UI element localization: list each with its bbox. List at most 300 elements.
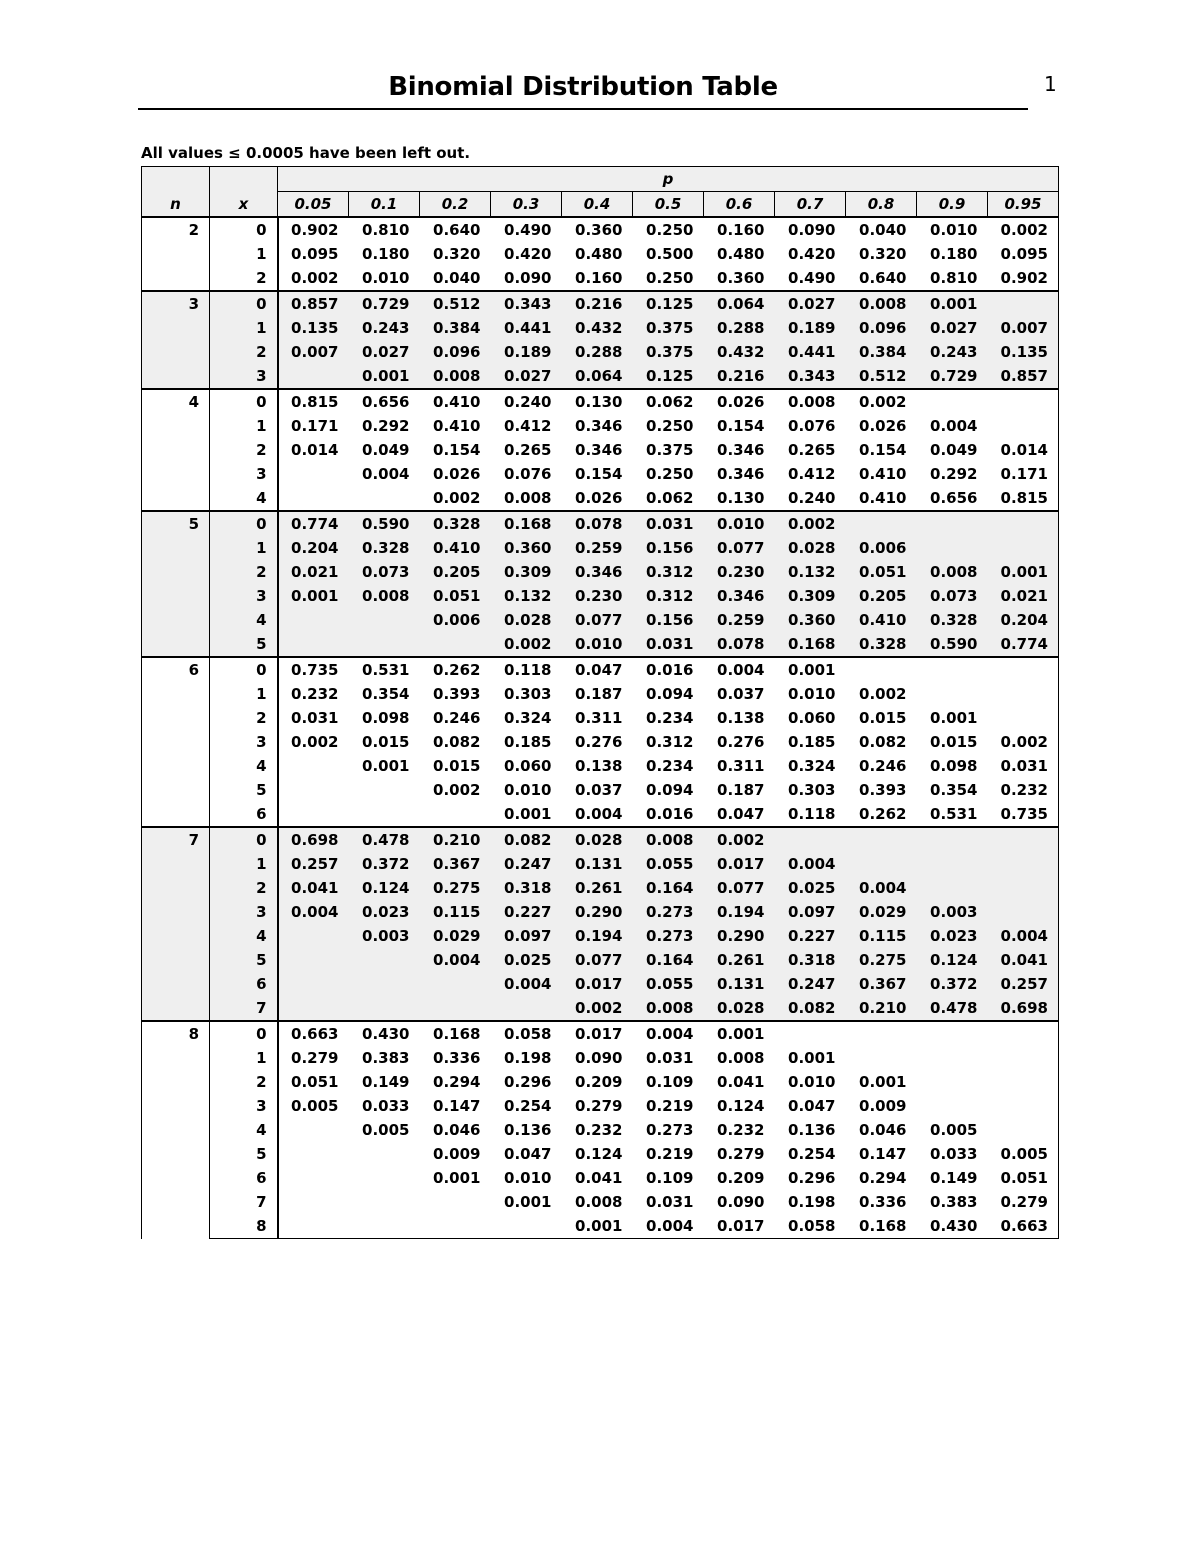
probability-cell: 0.073 bbox=[349, 560, 420, 584]
probability-cell: 0.001 bbox=[775, 657, 846, 682]
probability-cell: 0.656 bbox=[930, 489, 978, 507]
probability-cell: 0.168 bbox=[775, 632, 846, 657]
probability-cell: 0.156 bbox=[633, 608, 704, 632]
probability-cell: 0.375 bbox=[646, 441, 694, 459]
table-row bbox=[142, 827, 1059, 852]
probability-cell: 0.815 bbox=[988, 486, 1059, 511]
probability-cell: 0.259 bbox=[562, 536, 633, 560]
table-row bbox=[142, 266, 1059, 291]
probability-cell: 0.420 bbox=[788, 245, 836, 263]
probability-cell: 0.004 bbox=[633, 1021, 704, 1046]
probability-cell: 0.372 bbox=[349, 852, 420, 876]
probability-cell: 0.312 bbox=[633, 560, 704, 584]
probability-cell: 0.040 bbox=[846, 217, 917, 242]
probability-cell: 0.254 bbox=[788, 1145, 836, 1163]
probability-cell: 0.246 bbox=[859, 757, 907, 775]
probability-cell: 0.094 bbox=[646, 685, 694, 703]
table-row bbox=[142, 1094, 1059, 1118]
probability-cell: 0.309 bbox=[775, 584, 846, 608]
probability-cell: 0.490 bbox=[788, 269, 836, 287]
probability-cell: 0.027 bbox=[917, 316, 988, 340]
x-value: 2 bbox=[210, 560, 278, 584]
probability-cell: 0.058 bbox=[491, 1021, 562, 1046]
probability-cell: 0.017 bbox=[704, 852, 775, 876]
probability-cell bbox=[278, 1142, 349, 1166]
probability-cell: 0.090 bbox=[775, 217, 846, 242]
probability-cell: 0.232 bbox=[717, 1121, 765, 1139]
probability-cell: 0.001 bbox=[704, 1021, 775, 1046]
probability-cell: 0.073 bbox=[917, 584, 988, 608]
x-header: x bbox=[210, 192, 278, 218]
table-row bbox=[142, 1070, 1059, 1094]
probability-cell: 0.004 bbox=[633, 1214, 704, 1239]
probability-cell: 0.372 bbox=[917, 972, 988, 996]
probability-cell: 0.031 bbox=[291, 709, 339, 727]
probability-cell: 0.171 bbox=[988, 462, 1059, 486]
table-row bbox=[142, 632, 1059, 657]
probability-cell: 0.010 bbox=[562, 632, 633, 657]
probability-cell: 0.346 bbox=[575, 417, 623, 435]
probability-cell: 0.311 bbox=[717, 757, 765, 775]
probability-cell bbox=[491, 1214, 562, 1239]
probability-cell: 0.230 bbox=[704, 560, 775, 584]
probability-cell: 0.247 bbox=[491, 852, 562, 876]
probability-cell: 0.590 bbox=[349, 511, 420, 536]
probability-cell: 0.810 bbox=[349, 217, 420, 242]
probability-cell: 0.243 bbox=[349, 316, 420, 340]
table-row bbox=[142, 706, 1059, 730]
probability-cell: 0.025 bbox=[775, 876, 846, 900]
probability-cell: 0.015 bbox=[433, 757, 481, 775]
probability-cell: 0.002 bbox=[846, 389, 917, 414]
probability-cell: 0.185 bbox=[788, 733, 836, 751]
probability-cell: 0.055 bbox=[633, 852, 704, 876]
probability-cell: 0.180 bbox=[362, 245, 410, 263]
probability-cell: 0.312 bbox=[646, 733, 694, 751]
probability-cell: 0.346 bbox=[562, 560, 633, 584]
n-value: 6 bbox=[142, 657, 210, 827]
probability-cell: 0.002 bbox=[988, 730, 1059, 754]
probability-cell bbox=[775, 1021, 846, 1046]
n-group bbox=[142, 657, 1059, 827]
table-row bbox=[142, 996, 1059, 1021]
probability-cell: 0.216 bbox=[704, 364, 775, 389]
probability-cell bbox=[988, 1021, 1059, 1046]
probability-cell: 0.430 bbox=[917, 1214, 988, 1239]
probability-cell: 0.410 bbox=[859, 489, 907, 507]
n-group bbox=[142, 511, 1059, 657]
probability-cell: 0.004 bbox=[930, 417, 978, 435]
probability-cell bbox=[278, 778, 349, 802]
table-row bbox=[142, 511, 1059, 536]
probability-cell: 0.154 bbox=[433, 441, 481, 459]
probability-cell: 0.276 bbox=[575, 733, 623, 751]
n-header-spacer bbox=[142, 167, 210, 192]
probability-cell: 0.180 bbox=[930, 245, 978, 263]
probability-cell: 0.209 bbox=[717, 1169, 765, 1187]
x-value: 5 bbox=[210, 1142, 278, 1166]
x-value: 1 bbox=[210, 852, 278, 876]
probability-cell: 0.008 bbox=[420, 364, 491, 389]
probability-cell: 0.124 bbox=[575, 1145, 623, 1163]
probability-cell: 0.118 bbox=[788, 805, 836, 823]
probability-cell: 0.393 bbox=[433, 685, 481, 703]
table-row bbox=[142, 438, 1059, 462]
probability-cell: 0.004 bbox=[704, 657, 775, 682]
probability-cell: 0.902 bbox=[278, 217, 349, 242]
probability-cell: 0.060 bbox=[788, 709, 836, 727]
n-header: n bbox=[142, 192, 210, 218]
p-value-header: 0.95 bbox=[988, 192, 1059, 218]
probability-cell: 0.097 bbox=[775, 900, 846, 924]
probability-cell: 0.037 bbox=[575, 781, 623, 799]
probability-cell: 0.076 bbox=[504, 465, 552, 483]
x-value: 1 bbox=[210, 242, 278, 266]
probability-cell: 0.001 bbox=[988, 560, 1059, 584]
probability-cell bbox=[278, 996, 349, 1021]
probability-cell bbox=[349, 608, 420, 632]
probability-cell: 0.001 bbox=[278, 584, 349, 608]
probability-cell: 0.204 bbox=[278, 536, 349, 560]
probability-cell bbox=[349, 486, 420, 511]
probability-cell: 0.008 bbox=[633, 827, 704, 852]
page-title: Binomial Distribution Table bbox=[388, 72, 778, 102]
probability-cell: 0.002 bbox=[491, 632, 562, 657]
probability-cell: 0.049 bbox=[362, 441, 410, 459]
x-value: 2 bbox=[210, 706, 278, 730]
probability-cell bbox=[349, 632, 420, 657]
probability-cell: 0.017 bbox=[562, 972, 633, 996]
x-value: 2 bbox=[210, 1070, 278, 1094]
probability-cell: 0.033 bbox=[930, 1145, 978, 1163]
probability-cell: 0.082 bbox=[491, 827, 562, 852]
probability-cell: 0.001 bbox=[917, 291, 988, 316]
probability-cell: 0.171 bbox=[291, 417, 339, 435]
n-group bbox=[142, 217, 1059, 291]
probability-cell: 0.410 bbox=[846, 608, 917, 632]
table-row bbox=[142, 802, 1059, 827]
table-note: All values ≤ 0.0005 have been left out. bbox=[141, 144, 471, 162]
probability-cell: 0.324 bbox=[788, 757, 836, 775]
page-number: 1 bbox=[1044, 72, 1057, 96]
probability-cell: 0.125 bbox=[633, 291, 704, 316]
probability-cell: 0.360 bbox=[775, 608, 846, 632]
n-value: 3 bbox=[142, 291, 210, 389]
table-row bbox=[142, 462, 1059, 486]
p-value-header: 0.9 bbox=[917, 192, 988, 218]
p-value-header: 0.1 bbox=[349, 192, 420, 218]
probability-cell: 0.031 bbox=[646, 1193, 694, 1211]
table-row bbox=[142, 584, 1059, 608]
x-header-spacer bbox=[210, 167, 278, 192]
probability-cell: 0.002 bbox=[988, 217, 1059, 242]
probability-cell: 0.663 bbox=[988, 1214, 1059, 1239]
probability-cell: 0.005 bbox=[291, 1097, 339, 1115]
probability-cell bbox=[988, 1094, 1059, 1118]
probability-cell: 0.025 bbox=[491, 948, 562, 972]
probability-cell bbox=[278, 632, 349, 657]
probability-cell: 0.015 bbox=[930, 733, 978, 751]
probability-cell: 0.095 bbox=[988, 242, 1059, 266]
table-row bbox=[142, 291, 1059, 316]
probability-cell: 0.047 bbox=[504, 1145, 552, 1163]
probability-cell: 0.168 bbox=[491, 511, 562, 536]
probability-cell: 0.441 bbox=[491, 316, 562, 340]
probability-cell bbox=[278, 802, 349, 827]
probability-cell bbox=[988, 1046, 1059, 1070]
x-value: 5 bbox=[210, 948, 278, 972]
probability-cell: 0.210 bbox=[420, 827, 491, 852]
probability-cell: 0.320 bbox=[859, 245, 907, 263]
probability-cell: 0.275 bbox=[846, 948, 917, 972]
probability-cell: 0.187 bbox=[717, 781, 765, 799]
probability-cell bbox=[349, 1214, 420, 1239]
probability-cell: 0.729 bbox=[349, 291, 420, 316]
probability-cell: 0.346 bbox=[575, 441, 623, 459]
probability-cell: 0.002 bbox=[433, 489, 481, 507]
probability-cell: 0.004 bbox=[775, 852, 846, 876]
probability-cell: 0.077 bbox=[704, 536, 775, 560]
probability-cell: 0.090 bbox=[575, 1049, 623, 1067]
x-value: 6 bbox=[210, 1166, 278, 1190]
table-row bbox=[142, 486, 1059, 511]
probability-cell: 0.288 bbox=[704, 316, 775, 340]
probability-cell bbox=[278, 1166, 349, 1190]
probability-cell: 0.410 bbox=[433, 417, 481, 435]
probability-cell: 0.031 bbox=[633, 632, 704, 657]
probability-cell: 0.441 bbox=[775, 340, 846, 364]
probability-cell: 0.257 bbox=[278, 852, 349, 876]
probability-cell: 0.095 bbox=[291, 245, 339, 263]
probability-cell: 0.288 bbox=[562, 340, 633, 364]
probability-cell: 0.078 bbox=[562, 511, 633, 536]
probability-cell: 0.026 bbox=[859, 417, 907, 435]
probability-cell: 0.729 bbox=[917, 364, 988, 389]
probability-cell: 0.051 bbox=[846, 560, 917, 584]
probability-cell: 0.008 bbox=[575, 1193, 623, 1211]
probability-cell bbox=[846, 511, 917, 536]
p-value-header: 0.05 bbox=[278, 192, 349, 218]
probability-cell: 0.346 bbox=[717, 465, 765, 483]
probability-cell: 0.303 bbox=[788, 781, 836, 799]
x-value: 2 bbox=[210, 438, 278, 462]
probability-cell: 0.279 bbox=[717, 1145, 765, 1163]
probability-cell: 0.077 bbox=[704, 876, 775, 900]
probability-cell: 0.058 bbox=[775, 1214, 846, 1239]
probability-cell: 0.149 bbox=[930, 1169, 978, 1187]
probability-cell: 0.328 bbox=[917, 608, 988, 632]
probability-cell: 0.076 bbox=[788, 417, 836, 435]
probability-cell: 0.393 bbox=[859, 781, 907, 799]
probability-cell: 0.480 bbox=[575, 245, 623, 263]
probability-cell: 0.041 bbox=[988, 948, 1059, 972]
probability-cell: 0.432 bbox=[704, 340, 775, 364]
probability-cell bbox=[349, 948, 420, 972]
probability-cell bbox=[917, 1094, 988, 1118]
table-row bbox=[142, 852, 1059, 876]
probability-cell: 0.010 bbox=[917, 217, 988, 242]
probability-cell: 0.077 bbox=[562, 948, 633, 972]
x-value: 3 bbox=[210, 1094, 278, 1118]
probability-cell bbox=[917, 1046, 988, 1070]
probability-cell: 0.294 bbox=[859, 1169, 907, 1187]
probability-cell: 0.001 bbox=[504, 1193, 552, 1211]
probability-cell: 0.279 bbox=[291, 1049, 339, 1067]
probability-cell bbox=[917, 657, 988, 682]
probability-cell bbox=[278, 364, 349, 389]
probability-cell: 0.037 bbox=[717, 685, 765, 703]
x-value: 0 bbox=[210, 291, 278, 316]
probability-cell: 0.735 bbox=[278, 657, 349, 682]
probability-cell: 0.367 bbox=[420, 852, 491, 876]
probability-cell: 0.160 bbox=[575, 269, 623, 287]
probability-cell: 0.311 bbox=[575, 709, 623, 727]
probability-cell: 0.185 bbox=[504, 733, 552, 751]
probability-cell: 0.410 bbox=[420, 536, 491, 560]
probability-cell: 0.015 bbox=[362, 733, 410, 751]
x-value: 3 bbox=[210, 364, 278, 389]
x-value: 7 bbox=[210, 1190, 278, 1214]
probability-cell: 0.021 bbox=[988, 584, 1059, 608]
probability-cell bbox=[988, 852, 1059, 876]
probability-cell: 0.343 bbox=[491, 291, 562, 316]
probability-cell: 0.004 bbox=[491, 972, 562, 996]
p-value-header: 0.4 bbox=[562, 192, 633, 218]
table-row bbox=[142, 1118, 1059, 1142]
probability-cell bbox=[988, 900, 1059, 924]
p-value-header: 0.8 bbox=[846, 192, 917, 218]
probability-cell: 0.354 bbox=[930, 781, 978, 799]
table-row bbox=[142, 754, 1059, 778]
probability-cell: 0.279 bbox=[988, 1190, 1059, 1214]
x-value: 6 bbox=[210, 972, 278, 996]
probability-cell: 0.262 bbox=[420, 657, 491, 682]
probability-cell: 0.324 bbox=[504, 709, 552, 727]
probability-cell bbox=[846, 1046, 917, 1070]
probability-cell: 0.002 bbox=[562, 996, 633, 1021]
table-row bbox=[142, 1214, 1059, 1239]
probability-cell: 0.232 bbox=[291, 685, 339, 703]
probability-cell bbox=[349, 778, 420, 802]
probability-cell: 0.062 bbox=[633, 389, 704, 414]
probability-cell: 0.164 bbox=[633, 948, 704, 972]
probability-cell: 0.130 bbox=[717, 489, 765, 507]
probability-cell: 0.232 bbox=[988, 778, 1059, 802]
probability-cell bbox=[278, 924, 349, 948]
table-row bbox=[142, 560, 1059, 584]
probability-cell: 0.124 bbox=[717, 1097, 765, 1115]
x-value: 0 bbox=[210, 827, 278, 852]
probability-cell: 0.234 bbox=[646, 709, 694, 727]
probability-cell bbox=[846, 657, 917, 682]
probability-cell: 0.031 bbox=[646, 1049, 694, 1067]
probability-cell: 0.004 bbox=[420, 948, 491, 972]
probability-cell bbox=[988, 1070, 1059, 1094]
probability-cell: 0.026 bbox=[575, 489, 623, 507]
probability-cell: 0.265 bbox=[504, 441, 552, 459]
table-row bbox=[142, 900, 1059, 924]
probability-cell bbox=[420, 996, 491, 1021]
probability-cell: 0.131 bbox=[562, 852, 633, 876]
probability-cell: 0.490 bbox=[491, 217, 562, 242]
probability-cell: 0.027 bbox=[491, 364, 562, 389]
probability-cell bbox=[349, 972, 420, 996]
probability-cell: 0.041 bbox=[575, 1169, 623, 1187]
probability-cell: 0.136 bbox=[504, 1121, 552, 1139]
x-value: 4 bbox=[210, 1118, 278, 1142]
p-header: p bbox=[278, 167, 1059, 192]
probability-cell bbox=[917, 852, 988, 876]
probability-cell: 0.294 bbox=[433, 1073, 481, 1091]
probability-cell: 0.204 bbox=[988, 608, 1059, 632]
x-value: 4 bbox=[210, 754, 278, 778]
probability-cell: 0.168 bbox=[420, 1021, 491, 1046]
probability-cell: 0.189 bbox=[775, 316, 846, 340]
probability-cell bbox=[988, 827, 1059, 852]
n-value: 4 bbox=[142, 389, 210, 511]
probability-cell bbox=[988, 291, 1059, 316]
n-value: 8 bbox=[142, 1021, 210, 1239]
probability-cell: 0.003 bbox=[349, 924, 420, 948]
probability-cell: 0.017 bbox=[704, 1214, 775, 1239]
x-value: 0 bbox=[210, 1021, 278, 1046]
probability-cell: 0.254 bbox=[504, 1097, 552, 1115]
probability-cell bbox=[349, 802, 420, 827]
probability-cell: 0.055 bbox=[633, 972, 704, 996]
probability-cell bbox=[988, 682, 1059, 706]
probability-cell: 0.009 bbox=[859, 1097, 907, 1115]
probability-cell: 0.115 bbox=[420, 900, 491, 924]
probability-cell: 0.001 bbox=[362, 757, 410, 775]
probability-cell: 0.209 bbox=[575, 1073, 623, 1091]
probability-cell: 0.115 bbox=[846, 924, 917, 948]
probability-cell bbox=[491, 996, 562, 1021]
probability-cell: 0.774 bbox=[278, 511, 349, 536]
probability-cell: 0.384 bbox=[420, 316, 491, 340]
probability-cell: 0.360 bbox=[562, 217, 633, 242]
probability-cell: 0.077 bbox=[562, 608, 633, 632]
probability-cell: 0.028 bbox=[562, 827, 633, 852]
table-row bbox=[142, 217, 1059, 242]
x-value: 4 bbox=[210, 486, 278, 511]
probability-cell: 0.149 bbox=[362, 1073, 410, 1091]
probability-cell: 0.041 bbox=[278, 876, 349, 900]
probability-cell: 0.097 bbox=[491, 924, 562, 948]
probability-cell: 0.023 bbox=[349, 900, 420, 924]
probability-cell: 0.002 bbox=[291, 733, 339, 751]
probability-cell: 0.090 bbox=[504, 269, 552, 287]
probability-cell: 0.198 bbox=[504, 1049, 552, 1067]
probability-cell bbox=[846, 1021, 917, 1046]
probability-cell: 0.005 bbox=[930, 1121, 978, 1139]
probability-cell: 0.002 bbox=[775, 511, 846, 536]
probability-cell: 0.410 bbox=[420, 389, 491, 414]
x-value: 1 bbox=[210, 1046, 278, 1070]
probability-cell: 0.478 bbox=[917, 996, 988, 1021]
probability-cell bbox=[917, 876, 988, 900]
probability-cell: 0.367 bbox=[846, 972, 917, 996]
probability-cell: 0.296 bbox=[504, 1073, 552, 1091]
table-row bbox=[142, 608, 1059, 632]
probability-cell bbox=[988, 1118, 1059, 1142]
x-value: 2 bbox=[210, 876, 278, 900]
probability-cell: 0.040 bbox=[433, 269, 481, 287]
probability-cell: 0.109 bbox=[646, 1169, 694, 1187]
probability-cell: 0.227 bbox=[491, 900, 562, 924]
probability-cell: 0.590 bbox=[917, 632, 988, 657]
probability-cell: 0.187 bbox=[575, 685, 623, 703]
probability-cell bbox=[278, 486, 349, 511]
